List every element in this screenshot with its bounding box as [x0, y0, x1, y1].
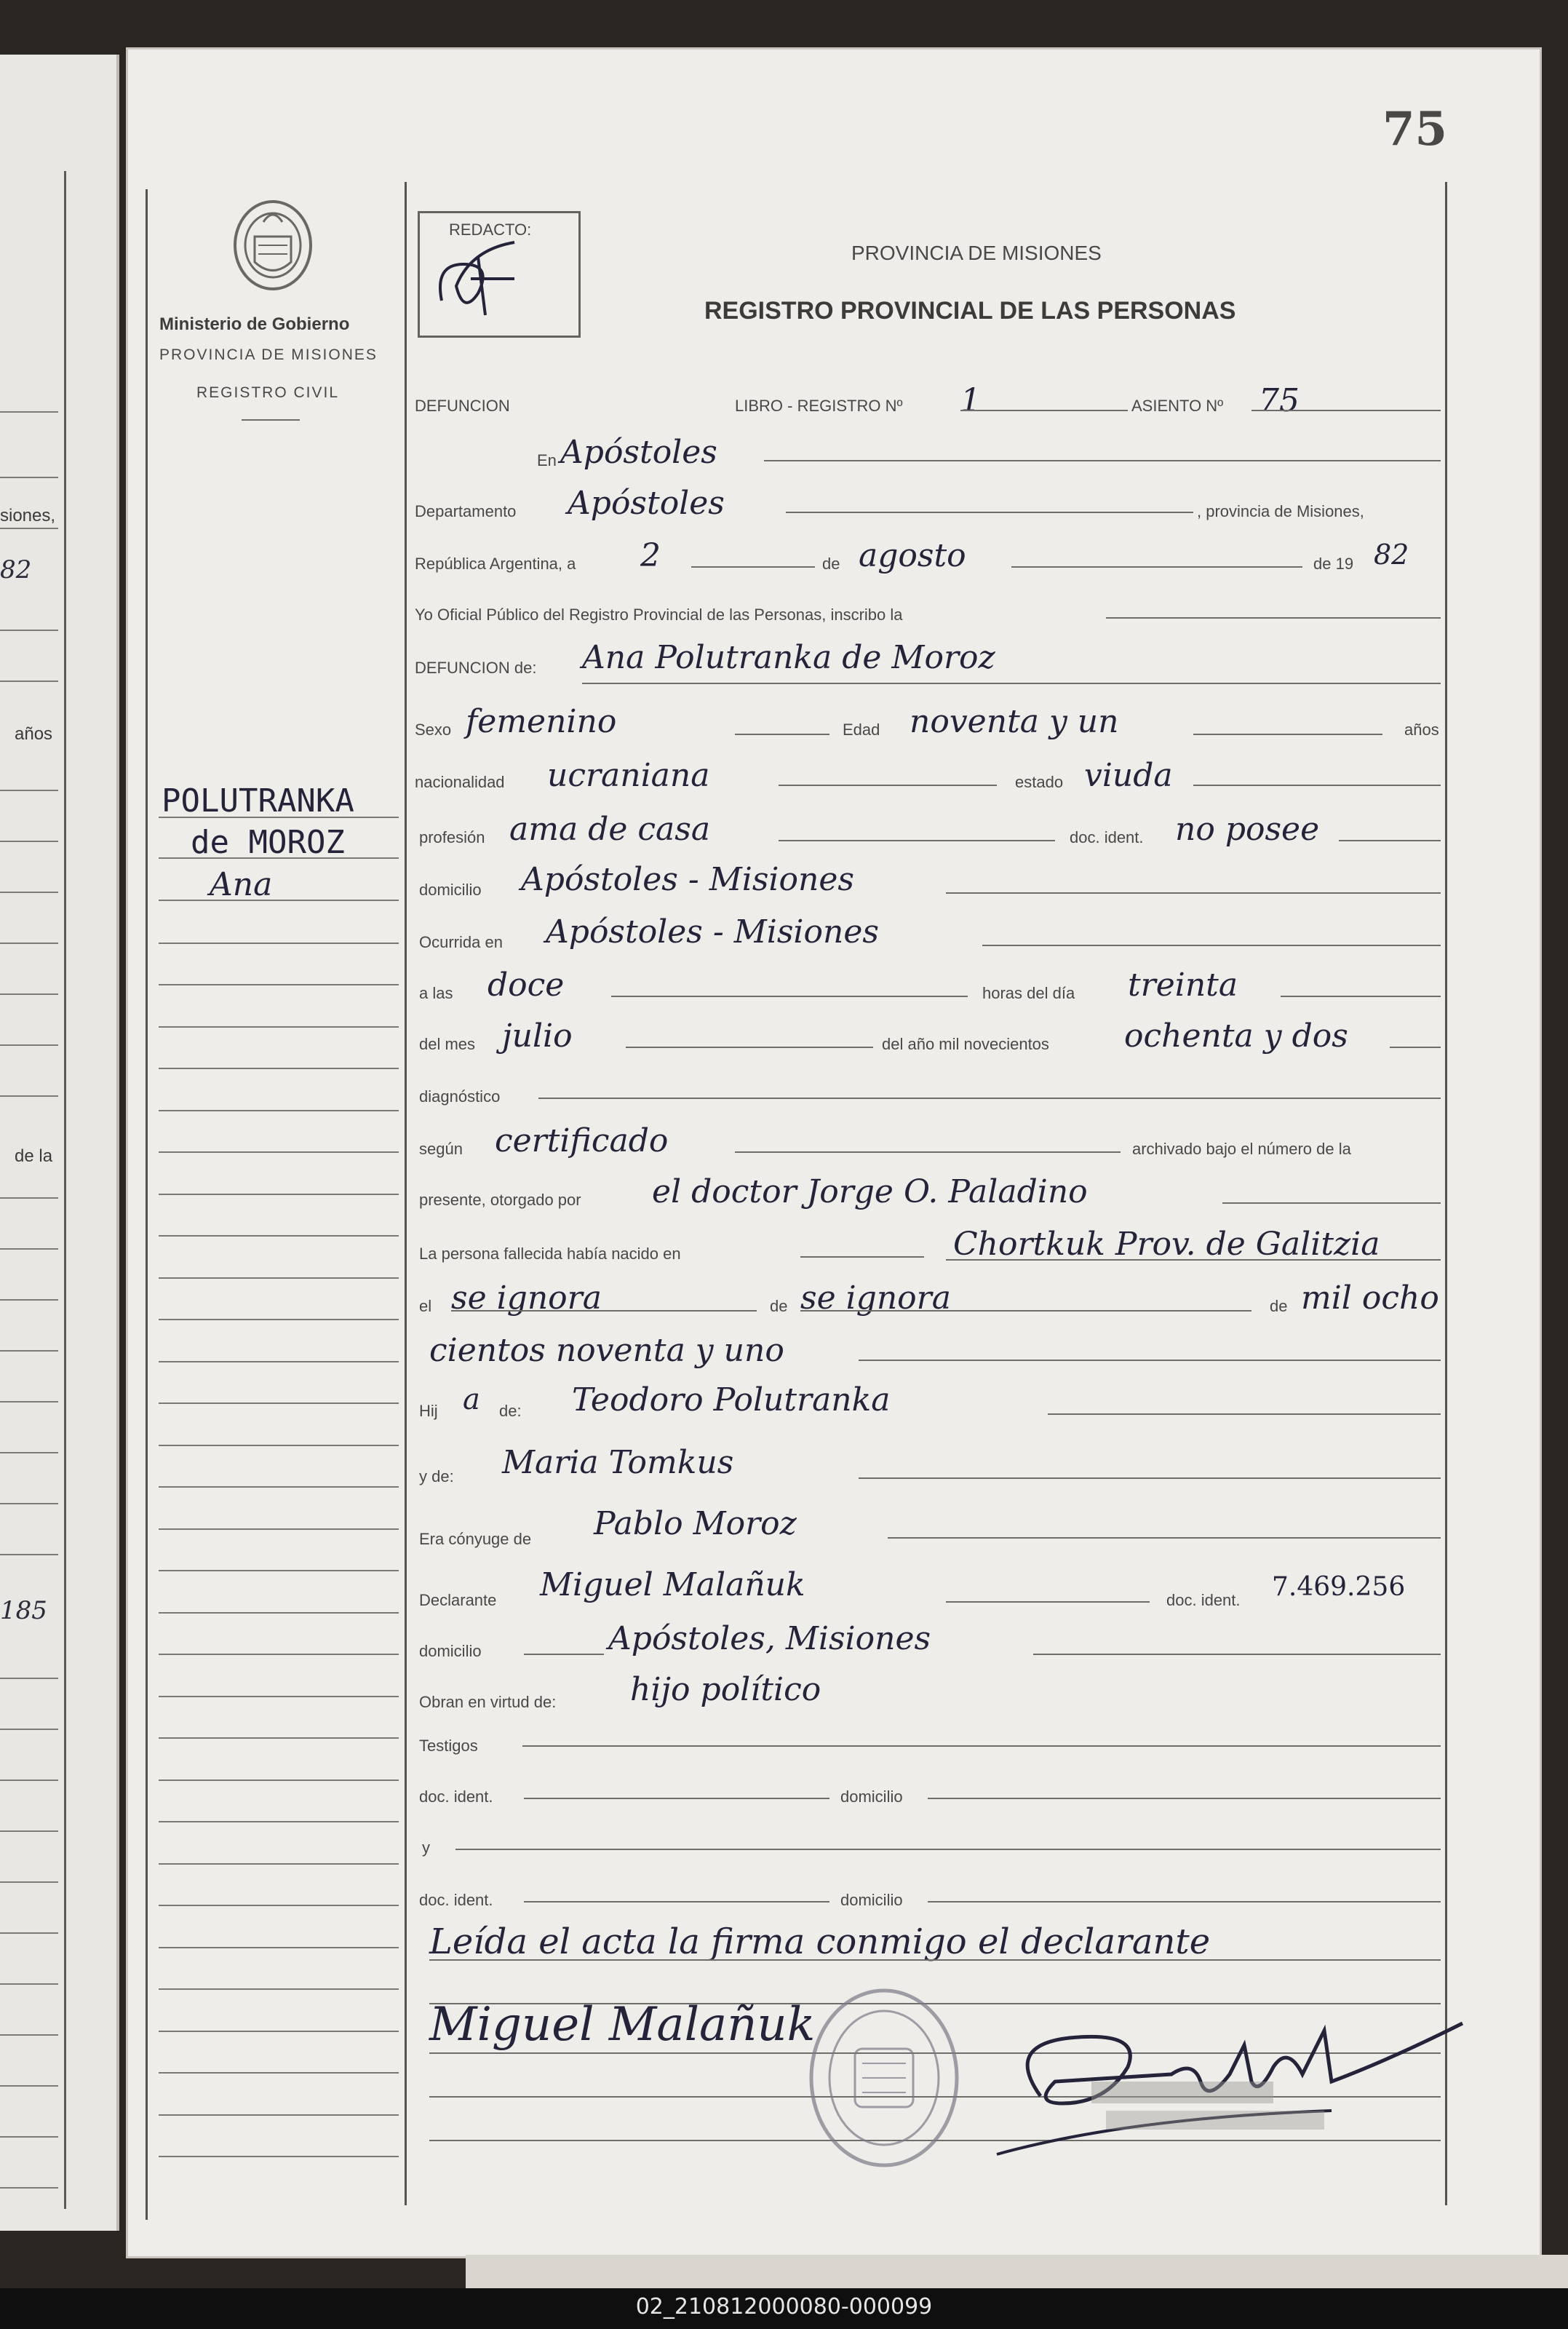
margin-rule — [159, 1821, 399, 1822]
margin-note-given-name: Ana — [210, 866, 273, 903]
profesion-label: profesión — [419, 828, 485, 846]
testigo2-line — [455, 1849, 1441, 1850]
margin-rule — [159, 1235, 399, 1237]
oficial-line — [1106, 617, 1441, 619]
margin-rule — [159, 817, 399, 818]
page-edge — [466, 2255, 1568, 2288]
testigos-label: Testigos — [419, 1737, 478, 1755]
margin-rule — [159, 1110, 399, 1111]
left-page-rule — [0, 1932, 58, 1934]
birth-day-line — [451, 1310, 757, 1312]
birth-de-label: de — [770, 1297, 788, 1315]
obran-value: hijo político — [630, 1671, 821, 1708]
margin-rule — [159, 1277, 399, 1279]
left-page-fragment: siones, — [0, 506, 56, 525]
y-label: y — [422, 1838, 430, 1857]
margin-rule — [159, 943, 399, 944]
birth-year-part2: cientos noventa y uno — [429, 1332, 784, 1369]
provincia-suffix: , provincia de Misiones, — [1197, 502, 1364, 520]
diagnostico-line — [538, 1098, 1441, 1099]
defuncion-de-label: DEFUNCION de: — [415, 659, 537, 677]
left-page-rule — [0, 1881, 58, 1883]
departamento-label: Departamento — [415, 502, 517, 520]
testigo1-doc-line — [524, 1798, 829, 1799]
sexo-line — [735, 734, 829, 735]
margin-rule — [159, 1361, 399, 1362]
el-label: el — [419, 1297, 432, 1315]
dia-value: treinta — [1128, 967, 1238, 1004]
month-line — [1011, 566, 1302, 568]
margin-rule — [159, 1947, 399, 1948]
left-page-rule — [0, 2187, 58, 2189]
anos-label: años — [1404, 721, 1439, 739]
left-page-rule — [0, 1729, 58, 1730]
left-page-rule — [0, 993, 58, 995]
profesion-line — [779, 840, 1055, 841]
obran-label: Obran en virtud de: — [419, 1693, 557, 1711]
ocurrida-line — [982, 945, 1441, 946]
republica-label: República Argentina, a — [415, 555, 576, 573]
declarante-value: Miguel Malañuk — [540, 1566, 805, 1603]
declarante-label: Declarante — [419, 1591, 497, 1609]
hora-value: doce — [487, 967, 565, 1004]
birth-year-part1: mil ocho — [1301, 1279, 1439, 1317]
declarante-domicilio-line — [1033, 1654, 1441, 1655]
left-page-rule — [0, 528, 58, 529]
testigo2-doc-line — [524, 1901, 829, 1903]
left-page-rule — [0, 681, 58, 682]
year-value: 82 — [1374, 539, 1409, 571]
left-page-rule — [0, 1044, 58, 1046]
left-page-rule — [0, 1678, 58, 1679]
birth-year-line — [859, 1360, 1441, 1361]
column-divider — [405, 182, 407, 2205]
right-margin-rule — [1445, 182, 1447, 2205]
en-label: En — [537, 451, 557, 469]
left-page-rule — [0, 2136, 58, 2138]
margin-rule — [159, 1068, 399, 1069]
sexo-label: Sexo — [415, 721, 452, 739]
left-page-rule — [0, 1248, 58, 1250]
nacionalidad-line — [779, 785, 997, 786]
margin-rule — [159, 1988, 399, 1990]
left-page-rule — [0, 1401, 58, 1402]
madre-line — [859, 1477, 1441, 1479]
redacto-box — [418, 211, 581, 338]
left-page-rule — [0, 790, 58, 791]
edad-value: noventa y un — [910, 703, 1119, 740]
header-rule — [242, 419, 300, 421]
record-type-label: DEFUNCION — [415, 397, 510, 415]
left-margin-rule — [146, 189, 148, 2220]
segun-value: certificado — [495, 1122, 669, 1159]
left-page-rule — [0, 1095, 58, 1097]
estado-line — [1193, 785, 1441, 786]
declarante-doc-label: doc. ident. — [1166, 1591, 1241, 1609]
asiento-label: ASIENTO Nº — [1131, 397, 1224, 415]
conyuge-label: Era cónyuge de — [419, 1530, 532, 1548]
month-value: agosto — [859, 537, 966, 574]
margin-note-surname: POLUTRANKA — [162, 782, 354, 820]
left-page-rule — [0, 411, 58, 413]
conyuge-value: Pablo Moroz — [594, 1505, 797, 1542]
margin-rule — [159, 1402, 399, 1404]
nacido-value-line — [946, 1259, 1441, 1261]
left-page-rule — [0, 1983, 58, 1985]
testigo1-domicilio-label: domicilio — [840, 1788, 903, 1806]
redacto-label: REDACTO: — [449, 221, 532, 239]
en-line — [764, 460, 1441, 461]
nacido-line — [800, 1256, 924, 1258]
hij-value: a — [463, 1383, 480, 1416]
sexo-value: femenino — [466, 703, 617, 740]
left-page-rule — [0, 1350, 58, 1352]
left-page-rule — [0, 2034, 58, 2036]
edad-label: Edad — [843, 721, 880, 739]
year-label: de 19 — [1313, 555, 1354, 573]
left-page-fragment: 185 — [0, 1596, 47, 1625]
en-value: Apóstoles — [560, 434, 717, 471]
left-page-rule — [0, 841, 58, 842]
left-page-rule — [0, 1452, 58, 1453]
nacionalidad-value: ucraniana — [547, 757, 710, 794]
nacido-label: La persona fallecida había nacido en — [419, 1245, 681, 1263]
left-page-fragment: 82 — [0, 555, 32, 584]
segun-label: según — [419, 1140, 463, 1158]
asiento-value: 75 — [1259, 382, 1300, 419]
domicilio-label: domicilio — [419, 881, 482, 899]
margin-rule — [159, 2031, 399, 2032]
margin-rule — [159, 1194, 399, 1195]
mes-line — [626, 1047, 873, 1048]
margin-rule — [159, 2156, 399, 2157]
deceased-line — [582, 683, 1441, 684]
declarante-line — [946, 1601, 1150, 1603]
profesion-value: ama de casa — [509, 811, 711, 848]
margin-rule — [159, 2072, 399, 2074]
ocurrida-label: Ocurrida en — [419, 933, 503, 951]
libro-value: 1 — [960, 382, 981, 419]
del-ano-label: del año mil novecientos — [882, 1035, 1049, 1053]
ano-line — [1390, 1047, 1441, 1048]
margin-rule — [159, 1445, 399, 1446]
conyuge-line — [888, 1537, 1441, 1539]
margin-rule — [159, 857, 399, 859]
presente-label: presente, otorgado por — [419, 1191, 581, 1209]
libro-line — [960, 410, 1128, 411]
departamento-line — [786, 512, 1193, 513]
hij-de-label: de: — [499, 1402, 522, 1420]
nacionalidad-label: nacionalidad — [415, 773, 505, 791]
margin-rule — [159, 984, 399, 985]
left-page-fragment: de la — [15, 1146, 53, 1166]
registry-stamp-icon — [804, 1983, 964, 2173]
left-page-rule — [0, 943, 58, 944]
birth-day: se ignora — [451, 1279, 602, 1317]
archivado-label: archivado bajo el número de la — [1132, 1140, 1351, 1158]
segun-line — [735, 1151, 1121, 1153]
a-las-label: a las — [419, 984, 453, 1002]
province-small-label: PROVINCIA DE MISIONES — [159, 346, 378, 363]
left-page-rule — [0, 2085, 58, 2087]
del-mes-label: del mes — [419, 1035, 476, 1053]
birth-month-line — [800, 1310, 1251, 1312]
page-number: 75 — [1382, 102, 1448, 156]
redacto-initials-signature-icon — [427, 235, 558, 322]
left-page-rule — [0, 1830, 58, 1832]
oficial-text: Yo Oficial Público del Registro Provincial de las Personas, inscribo la — [415, 606, 903, 624]
testigo2-doc-label: doc. ident. — [419, 1891, 493, 1909]
testigo2-domicilio-line — [928, 1901, 1441, 1903]
closing-line — [429, 1959, 1441, 1961]
margin-note-surname-2: de MOROZ — [191, 824, 345, 861]
horas-del-dia-label: horas del día — [982, 984, 1075, 1002]
declarante-domicilio-value: Apóstoles, Misiones — [608, 1620, 931, 1657]
province-title: PROVINCIA DE MISIONES — [851, 242, 1102, 264]
registry-title: REGISTRO PROVINCIAL DE LAS PERSONAS — [704, 297, 1236, 325]
padre-value: Teodoro Polutranka — [572, 1381, 891, 1419]
registry-small-label: REGISTRO CIVIL — [196, 384, 340, 401]
testigo1-domicilio-line — [928, 1798, 1441, 1799]
image-caption: 02_210812000080-000099 — [635, 2294, 933, 2320]
margin-rule — [159, 1905, 399, 1906]
day-line — [691, 566, 815, 568]
left-page-fragment: años — [15, 724, 53, 744]
left-page-rule — [0, 1197, 58, 1199]
left-page-rule — [0, 1554, 58, 1555]
doc-ident-label: doc. ident. — [1070, 828, 1144, 846]
margin-rule — [159, 1026, 399, 1028]
dia-line — [1281, 996, 1441, 997]
left-page-rule — [0, 1299, 58, 1301]
margin-rule — [159, 2114, 399, 2116]
padre-line — [1048, 1413, 1441, 1415]
margin-rule — [159, 1319, 399, 1320]
hij-label: Hij — [419, 1402, 438, 1420]
left-page-rule — [0, 892, 58, 893]
otorgado-value: el doctor Jorge O. Paladino — [652, 1173, 1088, 1210]
left-page-rule — [0, 477, 58, 478]
departamento-value: Apóstoles — [568, 485, 725, 522]
domicilio-value: Apóstoles - Misiones — [521, 861, 854, 898]
testigo2-domicilio-label: domicilio — [840, 1891, 903, 1909]
ministry-label: Ministerio de Gobierno — [159, 314, 350, 334]
doc-ident-line — [1339, 840, 1441, 841]
otorgado-line — [1222, 1202, 1441, 1204]
declarant-signature: Miguel Malañuk — [429, 1998, 816, 2052]
estado-value: viuda — [1084, 757, 1173, 794]
left-page-rule — [0, 630, 58, 631]
ocurrida-value: Apóstoles - Misiones — [546, 913, 879, 951]
declarante-domicilio-label: domicilio — [419, 1642, 482, 1660]
official-signature-icon — [982, 2001, 1477, 2169]
margin-rule — [159, 1528, 399, 1530]
doc-ident-value: no posee — [1175, 811, 1320, 848]
margin-rule — [159, 1863, 399, 1865]
birth-year-de-label: de — [1270, 1297, 1288, 1315]
domicilio-line — [946, 892, 1441, 894]
birth-month: se ignora — [800, 1279, 951, 1317]
madre-value: Maria Tomkus — [502, 1444, 734, 1481]
ano-value: ochenta y dos — [1124, 1017, 1348, 1055]
declarante-doc-value: 7.469.256 — [1272, 1572, 1406, 1602]
libro-label: LIBRO - REGISTRO Nº — [735, 397, 903, 415]
margin-rule — [159, 1696, 399, 1697]
margin-rule — [159, 1780, 399, 1781]
mes-value: julio — [502, 1017, 573, 1055]
margin-rule — [159, 1151, 399, 1153]
asiento-line — [1251, 410, 1441, 411]
margin-rule — [159, 1612, 399, 1614]
edad-line — [1193, 734, 1382, 735]
coat-of-arms-seal-icon — [226, 193, 320, 295]
nacido-value: Chortkuk Prov. de Galitzia — [953, 1226, 1380, 1263]
margin-rule — [159, 900, 399, 901]
declarante-domicilio-lead-line — [524, 1654, 604, 1655]
left-page-rule — [0, 1780, 58, 1781]
diagnostico-label: diagnóstico — [419, 1087, 501, 1106]
closing-text: Leída el acta la firma conmigo el declarante — [429, 1921, 1211, 1962]
margin-rule — [159, 1737, 399, 1739]
left-page-margin-rule — [64, 171, 66, 2209]
margin-rule — [159, 1486, 399, 1488]
hora-line — [611, 996, 968, 997]
margin-rule — [159, 1570, 399, 1571]
y-de-label: y de: — [419, 1467, 454, 1485]
deceased-name: Ana Polutranka de Moroz — [582, 639, 995, 676]
day-value: 2 — [640, 537, 661, 574]
testigo1-doc-label: doc. ident. — [419, 1788, 493, 1806]
testigos-line — [522, 1745, 1441, 1747]
margin-rule — [159, 1654, 399, 1655]
left-page-rule — [0, 1503, 58, 1504]
estado-label: estado — [1015, 773, 1064, 791]
day-de-label: de — [822, 555, 840, 573]
left-facing-page — [0, 55, 119, 2231]
